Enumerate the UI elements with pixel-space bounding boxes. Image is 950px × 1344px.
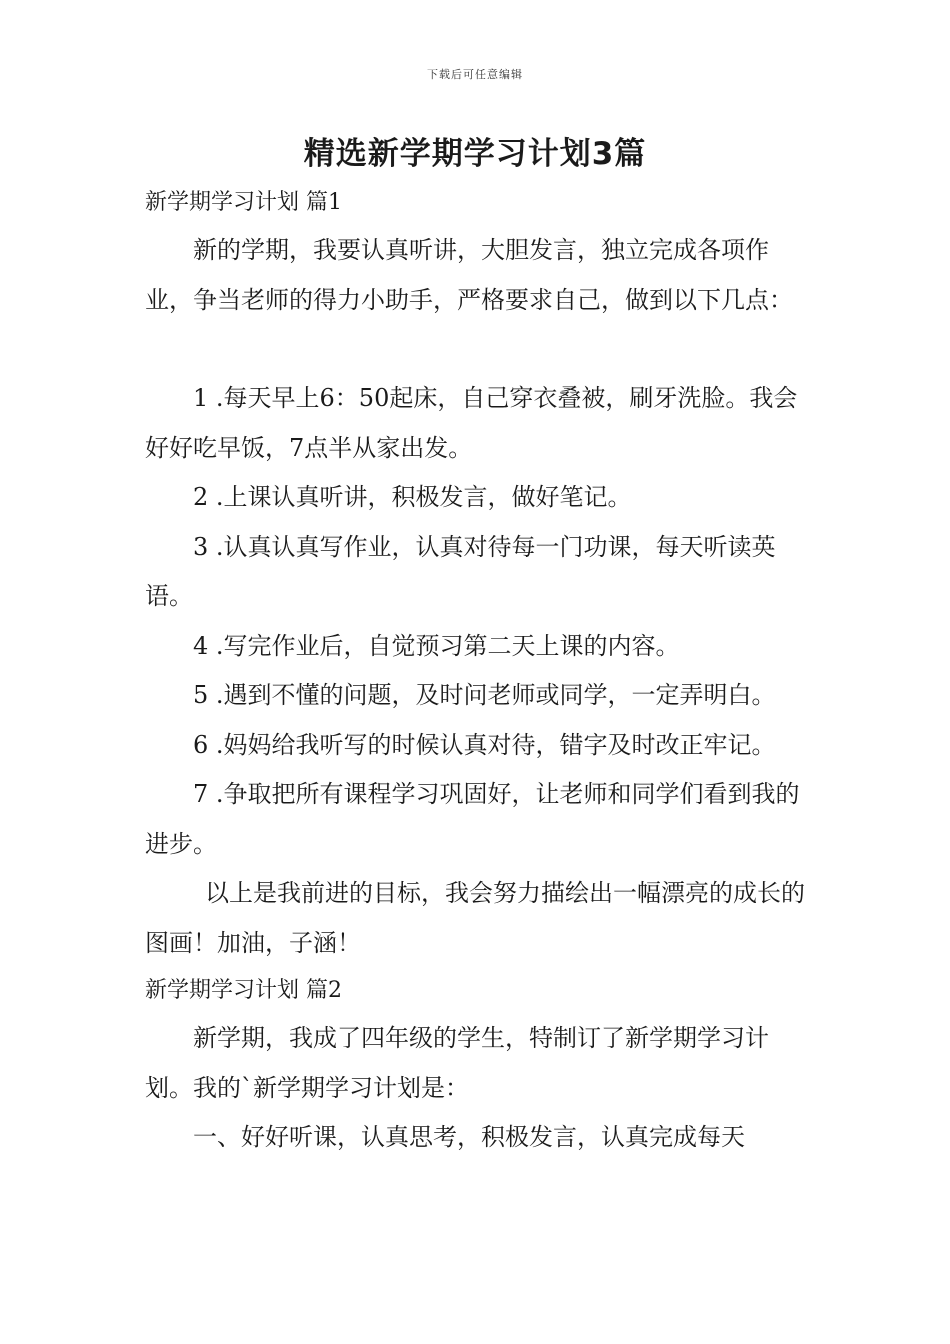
section-heading-1: 新学期学习计划 篇1 [145,190,342,215]
section-heading-2: 新学期学习计划 篇2 [145,978,342,1003]
paragraph-intro-2: 新学期，我成了四年级的学生，特制订了新学期学习计划。我的`新学期学习计划是： [145,1024,769,1102]
document-body [145,180,810,1163]
paragraph-intro-1: 新的学期，我要认真听讲，大胆发言，独立完成各项作业，争当老师的得力小助手，严格要求自己，做到以下几点： [145,236,793,314]
list-item: 6 .妈妈给我听写的时候认真对待，错字及时改正牢记。 [193,730,776,759]
paragraph-gap [145,325,810,374]
list-item: 4 .写完作业后，自觉预习第二天上课的内容。 [193,631,680,660]
header-note: 下载后可任意编辑 [427,68,523,81]
list-item: 3 .认真认真写作业，认真对待每一门功课，每天听读英语。 [145,532,776,610]
paragraph-closing-1: 以上是我前进的目标，我会努力描绘出一幅漂亮的成长的图画！加油，子涵！ [145,879,805,957]
list-item: 7 .争取把所有课程学习巩固好，让老师和同学们看到我的进步。 [145,780,800,858]
paragraph-point-1: 一、好好听课，认真思考，积极发言，认真完成每天 [193,1123,745,1151]
list-item: 5 .遇到不懂的问题，及时问老师或同学，一定弄明白。 [193,681,776,709]
list-item: 1 .每天早上6：50起床，自己穿衣叠被，刷牙洗脸。我会好好吃早饭，7点半从家出发。 [145,384,798,462]
document-title: 精选新学期学习计划3篇 [303,136,647,172]
list-item: 2 .上课认真听讲，积极发言，做好笔记。 [193,483,632,511]
